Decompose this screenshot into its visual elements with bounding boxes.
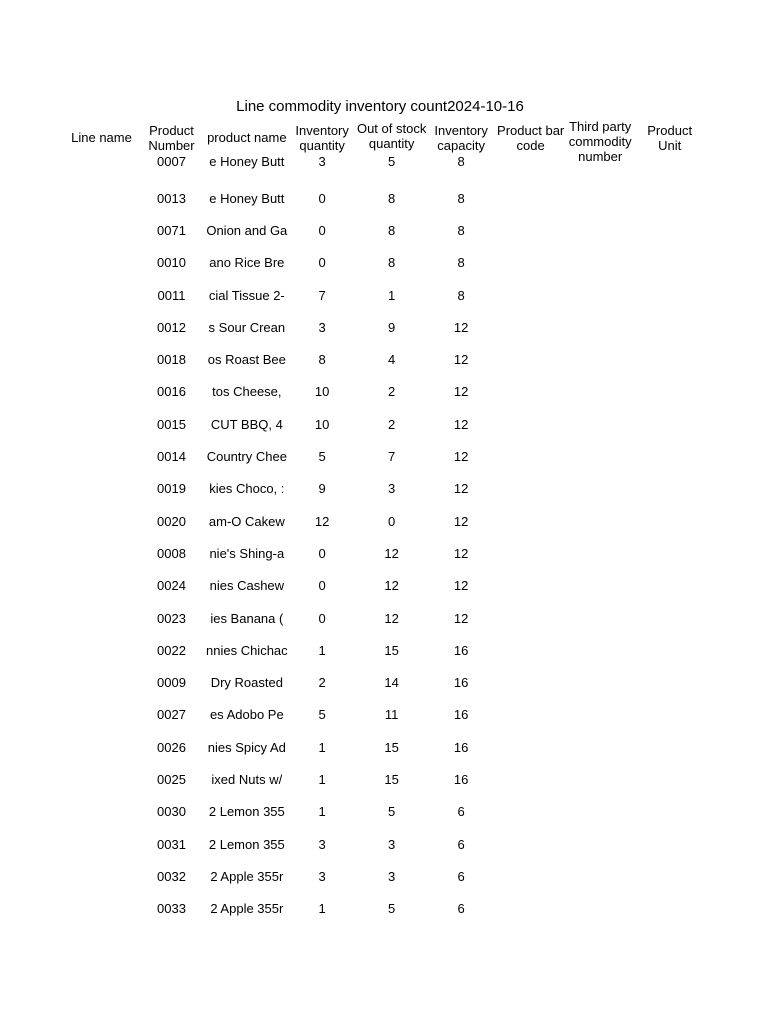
cell-out-of-stock-quantity: 12 (384, 545, 399, 561)
cell-third-party-number (566, 666, 635, 698)
cell-product-number: 0018 (157, 352, 186, 368)
cell-third-party-number (566, 247, 635, 279)
cell-product-number: 0033 (157, 901, 186, 917)
cell-inventory-quantity: 1 (318, 804, 326, 820)
col-header-inventory-capacity (427, 121, 496, 154)
cell-inventory-capacity: 6 (457, 868, 465, 884)
cell-line-name (66, 376, 137, 408)
product-name-text: Country Chee (206, 449, 287, 465)
cell-product-name (206, 376, 288, 408)
cell-product-bar-code (496, 408, 566, 440)
cell-product-name (206, 763, 288, 795)
cell-product-unit (635, 182, 705, 214)
cell-out-of-stock-quantity: 15 (384, 739, 399, 755)
cell-out-of-stock-quantity: 2 (388, 384, 396, 400)
col-header-third-party-number (566, 119, 635, 164)
cell-line-name (66, 634, 137, 666)
cell-product-bar-code (496, 796, 566, 828)
cell-inventory-quantity: 0 (318, 578, 326, 594)
table-row (66, 279, 705, 311)
cell-product-name (206, 214, 288, 246)
table-row (66, 699, 705, 731)
cell-inventory-quantity: 5 (318, 707, 326, 723)
cell-third-party-number (566, 763, 635, 795)
cell-product-unit (635, 473, 705, 505)
cell-product-name (206, 634, 288, 666)
cell-third-party-number (566, 537, 635, 569)
cell-inventory-capacity: 16 (453, 707, 469, 723)
cell-product-bar-code (496, 214, 566, 246)
table-row (66, 828, 705, 860)
cell-product-number: 0032 (157, 868, 186, 884)
cell-product-number: 0025 (157, 771, 186, 787)
cell-line-name (66, 893, 137, 925)
cell-third-party-number (566, 796, 635, 828)
cell-inventory-capacity: 16 (453, 771, 469, 787)
col-header-label: Third party commodity number (568, 119, 632, 164)
cell-product-bar-code (496, 182, 566, 214)
cell-third-party-number (566, 860, 635, 892)
cell-third-party-number (566, 634, 635, 666)
table-row (66, 214, 705, 246)
cell-product-unit (635, 505, 705, 537)
cell-out-of-stock-quantity: 11 (384, 707, 399, 723)
product-name-text: ano Rice Bre (209, 255, 285, 271)
cell-product-number: 0019 (157, 481, 186, 497)
cell-product-bar-code (496, 247, 566, 279)
cell-product-number: 0011 (157, 287, 186, 303)
cell-line-name (66, 214, 137, 246)
cell-product-unit (635, 408, 705, 440)
cell-inventory-quantity: 3 (318, 836, 326, 852)
cell-inventory-capacity: 12 (453, 481, 469, 497)
cell-third-party-number (566, 505, 635, 537)
cell-third-party-number (566, 570, 635, 602)
cell-product-unit (635, 666, 705, 698)
cell-inventory-capacity: 8 (457, 255, 465, 271)
cell-product-name (206, 154, 288, 182)
cell-inventory-quantity: 8 (318, 352, 326, 368)
cell-product-name (206, 699, 288, 731)
cell-product-unit (635, 311, 705, 343)
cell-inventory-capacity: 6 (457, 836, 465, 852)
col-header-label: Inventory quantity (295, 122, 349, 153)
cell-product-bar-code (496, 376, 566, 408)
cell-line-name (66, 537, 137, 569)
cell-line-name (66, 602, 137, 634)
product-name-text: am-O Cakew (208, 513, 285, 529)
table-row (66, 182, 705, 214)
cell-inventory-capacity: 6 (457, 804, 465, 820)
cell-product-number: 0020 (157, 513, 186, 529)
product-name-text: s Sour Crean (208, 319, 286, 335)
cell-line-name (66, 343, 137, 375)
col-header-line-name (66, 121, 137, 154)
cell-line-name (66, 763, 137, 795)
cell-product-name (206, 860, 288, 892)
cell-product-number: 0071 (157, 222, 186, 238)
cell-inventory-quantity: 0 (318, 190, 326, 206)
cell-product-bar-code (496, 860, 566, 892)
cell-product-name (206, 893, 288, 925)
cell-product-bar-code (496, 343, 566, 375)
product-name-text: tos Cheese, (212, 384, 282, 400)
cell-product-number: 0026 (157, 739, 186, 755)
product-name-text: 2 Lemon 355 (208, 836, 285, 852)
cell-product-bar-code (496, 537, 566, 569)
cell-inventory-quantity: 1 (318, 901, 326, 917)
cell-product-bar-code (496, 731, 566, 763)
cell-inventory-capacity: 12 (453, 610, 469, 626)
cell-third-party-number (566, 376, 635, 408)
cell-product-number: 0008 (157, 545, 186, 561)
cell-product-name (206, 828, 288, 860)
cell-product-name (206, 279, 288, 311)
cell-product-bar-code (496, 311, 566, 343)
cell-product-number: 0012 (157, 319, 186, 335)
inventory-table (66, 121, 705, 925)
cell-product-bar-code (496, 154, 566, 182)
report-title: Line commodity inventory count2024-10-16 (236, 98, 524, 115)
table-row (66, 666, 705, 698)
cell-inventory-capacity: 8 (457, 222, 465, 238)
cell-third-party-number (566, 182, 635, 214)
cell-inventory-capacity: 12 (453, 384, 469, 400)
col-header-inventory-quantity (288, 121, 357, 154)
cell-line-name (66, 473, 137, 505)
cell-inventory-capacity: 6 (457, 901, 465, 917)
cell-product-unit (635, 154, 705, 182)
table-row (66, 731, 705, 763)
table-row (66, 537, 705, 569)
table-row (66, 860, 705, 892)
col-header-label: Inventory capacity (434, 122, 488, 153)
product-name-text: e Honey Butt (209, 154, 285, 169)
col-header-product-number (137, 121, 206, 154)
cell-product-bar-code (496, 440, 566, 472)
cell-product-name (206, 182, 288, 214)
table-row (66, 247, 705, 279)
col-header-product-unit (635, 121, 705, 154)
cell-line-name (66, 860, 137, 892)
product-name-text: cial Tissue 2- (208, 287, 285, 303)
product-name-text: 2 Apple 355r (210, 901, 284, 917)
cell-out-of-stock-quantity: 8 (388, 190, 396, 206)
cell-product-bar-code (496, 570, 566, 602)
cell-inventory-capacity: 8 (457, 287, 465, 303)
col-header-label: Out of stock quantity (356, 120, 427, 151)
col-header-label: product name (207, 130, 287, 145)
cell-line-name (66, 699, 137, 731)
table-row (66, 602, 705, 634)
cell-out-of-stock-quantity: 8 (388, 222, 396, 238)
cell-product-unit (635, 440, 705, 472)
col-header-label: Line name (71, 130, 132, 145)
cell-inventory-capacity: 12 (453, 319, 469, 335)
table-row (66, 408, 705, 440)
cell-inventory-quantity: 0 (318, 610, 326, 626)
cell-inventory-quantity: 0 (318, 545, 326, 561)
col-header-product-name (206, 121, 288, 154)
table-row (66, 376, 705, 408)
cell-product-unit (635, 570, 705, 602)
cell-inventory-capacity: 16 (453, 739, 469, 755)
product-name-text: 2 Apple 355r (210, 868, 284, 884)
cell-inventory-capacity: 12 (453, 352, 469, 368)
cell-inventory-capacity: 8 (457, 190, 465, 206)
cell-inventory-quantity: 12 (314, 513, 330, 529)
cell-line-name (66, 828, 137, 860)
cell-product-bar-code (496, 279, 566, 311)
cell-out-of-stock-quantity: 1 (388, 287, 396, 303)
cell-third-party-number (566, 699, 635, 731)
product-name-text: nnies Chichac (206, 642, 288, 658)
cell-inventory-capacity: 12 (453, 449, 469, 465)
col-header-label: Product Unit (647, 122, 693, 153)
cell-product-bar-code (496, 505, 566, 537)
cell-product-unit (635, 214, 705, 246)
cell-inventory-capacity: 12 (453, 578, 469, 594)
cell-line-name (66, 666, 137, 698)
cell-product-bar-code (496, 473, 566, 505)
product-name-text: Onion and Ga (206, 222, 288, 238)
product-name-text: Dry Roasted (210, 675, 283, 691)
cell-third-party-number (566, 828, 635, 860)
table-row (66, 343, 705, 375)
cell-line-name (66, 154, 137, 182)
cell-third-party-number (566, 473, 635, 505)
table-row (66, 634, 705, 666)
cell-inventory-capacity: 8 (457, 154, 465, 169)
cell-inventory-quantity: 10 (314, 384, 330, 400)
cell-product-unit (635, 247, 705, 279)
cell-inventory-quantity: 1 (318, 739, 326, 755)
table-row (66, 505, 705, 537)
table-row (66, 893, 705, 925)
cell-out-of-stock-quantity: 14 (384, 675, 399, 691)
cell-product-unit (635, 828, 705, 860)
cell-out-of-stock-quantity: 9 (388, 319, 396, 335)
cell-out-of-stock-quantity: 5 (388, 154, 396, 169)
cell-inventory-quantity: 1 (318, 642, 326, 658)
cell-line-name (66, 796, 137, 828)
cell-product-unit (635, 763, 705, 795)
cell-product-number: 0013 (157, 190, 186, 206)
cell-out-of-stock-quantity: 0 (388, 513, 396, 529)
cell-line-name (66, 731, 137, 763)
col-header-label: Product bar code (497, 122, 565, 153)
col-header-out-of-stock-quantity (357, 121, 427, 154)
cell-product-unit (635, 537, 705, 569)
cell-out-of-stock-quantity: 3 (388, 868, 396, 884)
cell-product-unit (635, 699, 705, 731)
table-row (66, 311, 705, 343)
cell-product-name (206, 796, 288, 828)
table-row (66, 763, 705, 795)
header-row (66, 121, 705, 154)
product-name-text: os Roast Bee (207, 352, 286, 368)
product-name-text: es Adobo Pe (209, 707, 284, 723)
cell-product-name (206, 473, 288, 505)
col-header-product-bar-code (496, 121, 566, 154)
cell-product-unit (635, 602, 705, 634)
cell-product-number: 0010 (157, 255, 186, 271)
table-row (66, 473, 705, 505)
cell-out-of-stock-quantity: 15 (384, 642, 399, 658)
product-name-text: ies Banana ( (210, 610, 284, 626)
cell-product-number: 0022 (157, 642, 186, 658)
cell-line-name (66, 440, 137, 472)
table-body (66, 154, 705, 925)
cell-line-name (66, 505, 137, 537)
cell-third-party-number (566, 214, 635, 246)
cell-line-name (66, 570, 137, 602)
cell-product-unit (635, 893, 705, 925)
cell-product-name (206, 666, 288, 698)
cell-product-name (206, 343, 288, 375)
cell-inventory-quantity: 2 (318, 675, 326, 691)
cell-inventory-capacity: 16 (453, 675, 469, 691)
cell-product-name (206, 408, 288, 440)
cell-product-unit (635, 279, 705, 311)
cell-third-party-number (566, 602, 635, 634)
cell-product-name (206, 570, 288, 602)
cell-third-party-number (566, 440, 635, 472)
product-name-text: ixed Nuts w/ (211, 771, 283, 787)
cell-out-of-stock-quantity: 4 (388, 352, 396, 368)
cell-inventory-quantity: 9 (318, 481, 326, 497)
table-row (66, 570, 705, 602)
cell-out-of-stock-quantity: 15 (384, 771, 399, 787)
cell-product-bar-code (496, 666, 566, 698)
cell-product-number: 0009 (157, 675, 186, 691)
cell-inventory-quantity: 1 (318, 771, 326, 787)
cell-product-unit (635, 860, 705, 892)
cell-inventory-capacity: 12 (453, 513, 469, 529)
table-row (66, 796, 705, 828)
cell-product-unit (635, 731, 705, 763)
cell-product-bar-code (496, 634, 566, 666)
cell-out-of-stock-quantity: 12 (384, 610, 399, 626)
cell-inventory-capacity: 12 (453, 545, 469, 561)
col-header-label: Product Number (148, 122, 195, 153)
cell-product-bar-code (496, 699, 566, 731)
cell-inventory-quantity: 10 (314, 416, 330, 432)
cell-inventory-quantity: 3 (318, 154, 326, 169)
cell-inventory-quantity: 7 (318, 287, 326, 303)
cell-out-of-stock-quantity: 8 (388, 255, 396, 271)
cell-inventory-capacity: 16 (453, 642, 469, 658)
cell-product-number: 0030 (157, 804, 186, 820)
cell-line-name (66, 182, 137, 214)
cell-third-party-number (566, 408, 635, 440)
cell-product-number: 0015 (157, 416, 186, 432)
cell-product-name (206, 602, 288, 634)
cell-out-of-stock-quantity: 12 (384, 578, 399, 594)
cell-product-number: 0014 (157, 449, 186, 465)
cell-product-name (206, 731, 288, 763)
cell-product-unit (635, 376, 705, 408)
product-name-text: kies Choco, : (209, 481, 285, 497)
product-name-text: 2 Lemon 355 (208, 804, 285, 820)
cell-third-party-number (566, 311, 635, 343)
product-name-text: nies Spicy Ad (207, 739, 286, 755)
cell-product-name (206, 537, 288, 569)
cell-product-bar-code (496, 602, 566, 634)
cell-out-of-stock-quantity: 7 (388, 449, 396, 465)
product-name-text: nie's Shing-a (209, 545, 285, 561)
cell-third-party-number (566, 893, 635, 925)
cell-product-name (206, 247, 288, 279)
product-name-text: CUT BBQ, 4 (210, 416, 283, 432)
cell-line-name (66, 408, 137, 440)
cell-product-number: 0016 (157, 384, 186, 400)
cell-product-number: 0007 (157, 154, 186, 169)
cell-out-of-stock-quantity: 3 (388, 481, 396, 497)
cell-product-number: 0023 (157, 610, 186, 626)
cell-product-name (206, 505, 288, 537)
cell-inventory-quantity: 0 (318, 255, 326, 271)
table-row (66, 440, 705, 472)
cell-product-unit (635, 634, 705, 666)
cell-product-unit (635, 343, 705, 375)
cell-product-number: 0027 (157, 707, 186, 723)
cell-product-bar-code (496, 828, 566, 860)
cell-out-of-stock-quantity: 5 (388, 804, 396, 820)
cell-product-bar-code (496, 763, 566, 795)
cell-line-name (66, 311, 137, 343)
cell-inventory-capacity: 12 (453, 416, 469, 432)
cell-product-name (206, 311, 288, 343)
cell-inventory-quantity: 3 (318, 319, 326, 335)
cell-product-name (206, 440, 288, 472)
cell-inventory-quantity: 3 (318, 868, 326, 884)
cell-out-of-stock-quantity: 5 (388, 901, 396, 917)
cell-product-number: 0031 (157, 836, 186, 852)
cell-out-of-stock-quantity: 3 (388, 836, 396, 852)
cell-third-party-number (566, 279, 635, 311)
cell-out-of-stock-quantity: 2 (388, 416, 396, 432)
cell-product-number: 0024 (157, 578, 186, 594)
cell-inventory-quantity: 5 (318, 449, 326, 465)
cell-third-party-number (566, 343, 635, 375)
cell-inventory-quantity: 0 (318, 222, 326, 238)
product-name-text: e Honey Butt (209, 190, 285, 206)
cell-product-unit (635, 796, 705, 828)
cell-line-name (66, 279, 137, 311)
cell-line-name (66, 247, 137, 279)
cell-third-party-number (566, 731, 635, 763)
cell-product-bar-code (496, 893, 566, 925)
product-name-text: nies Cashew (209, 578, 285, 594)
